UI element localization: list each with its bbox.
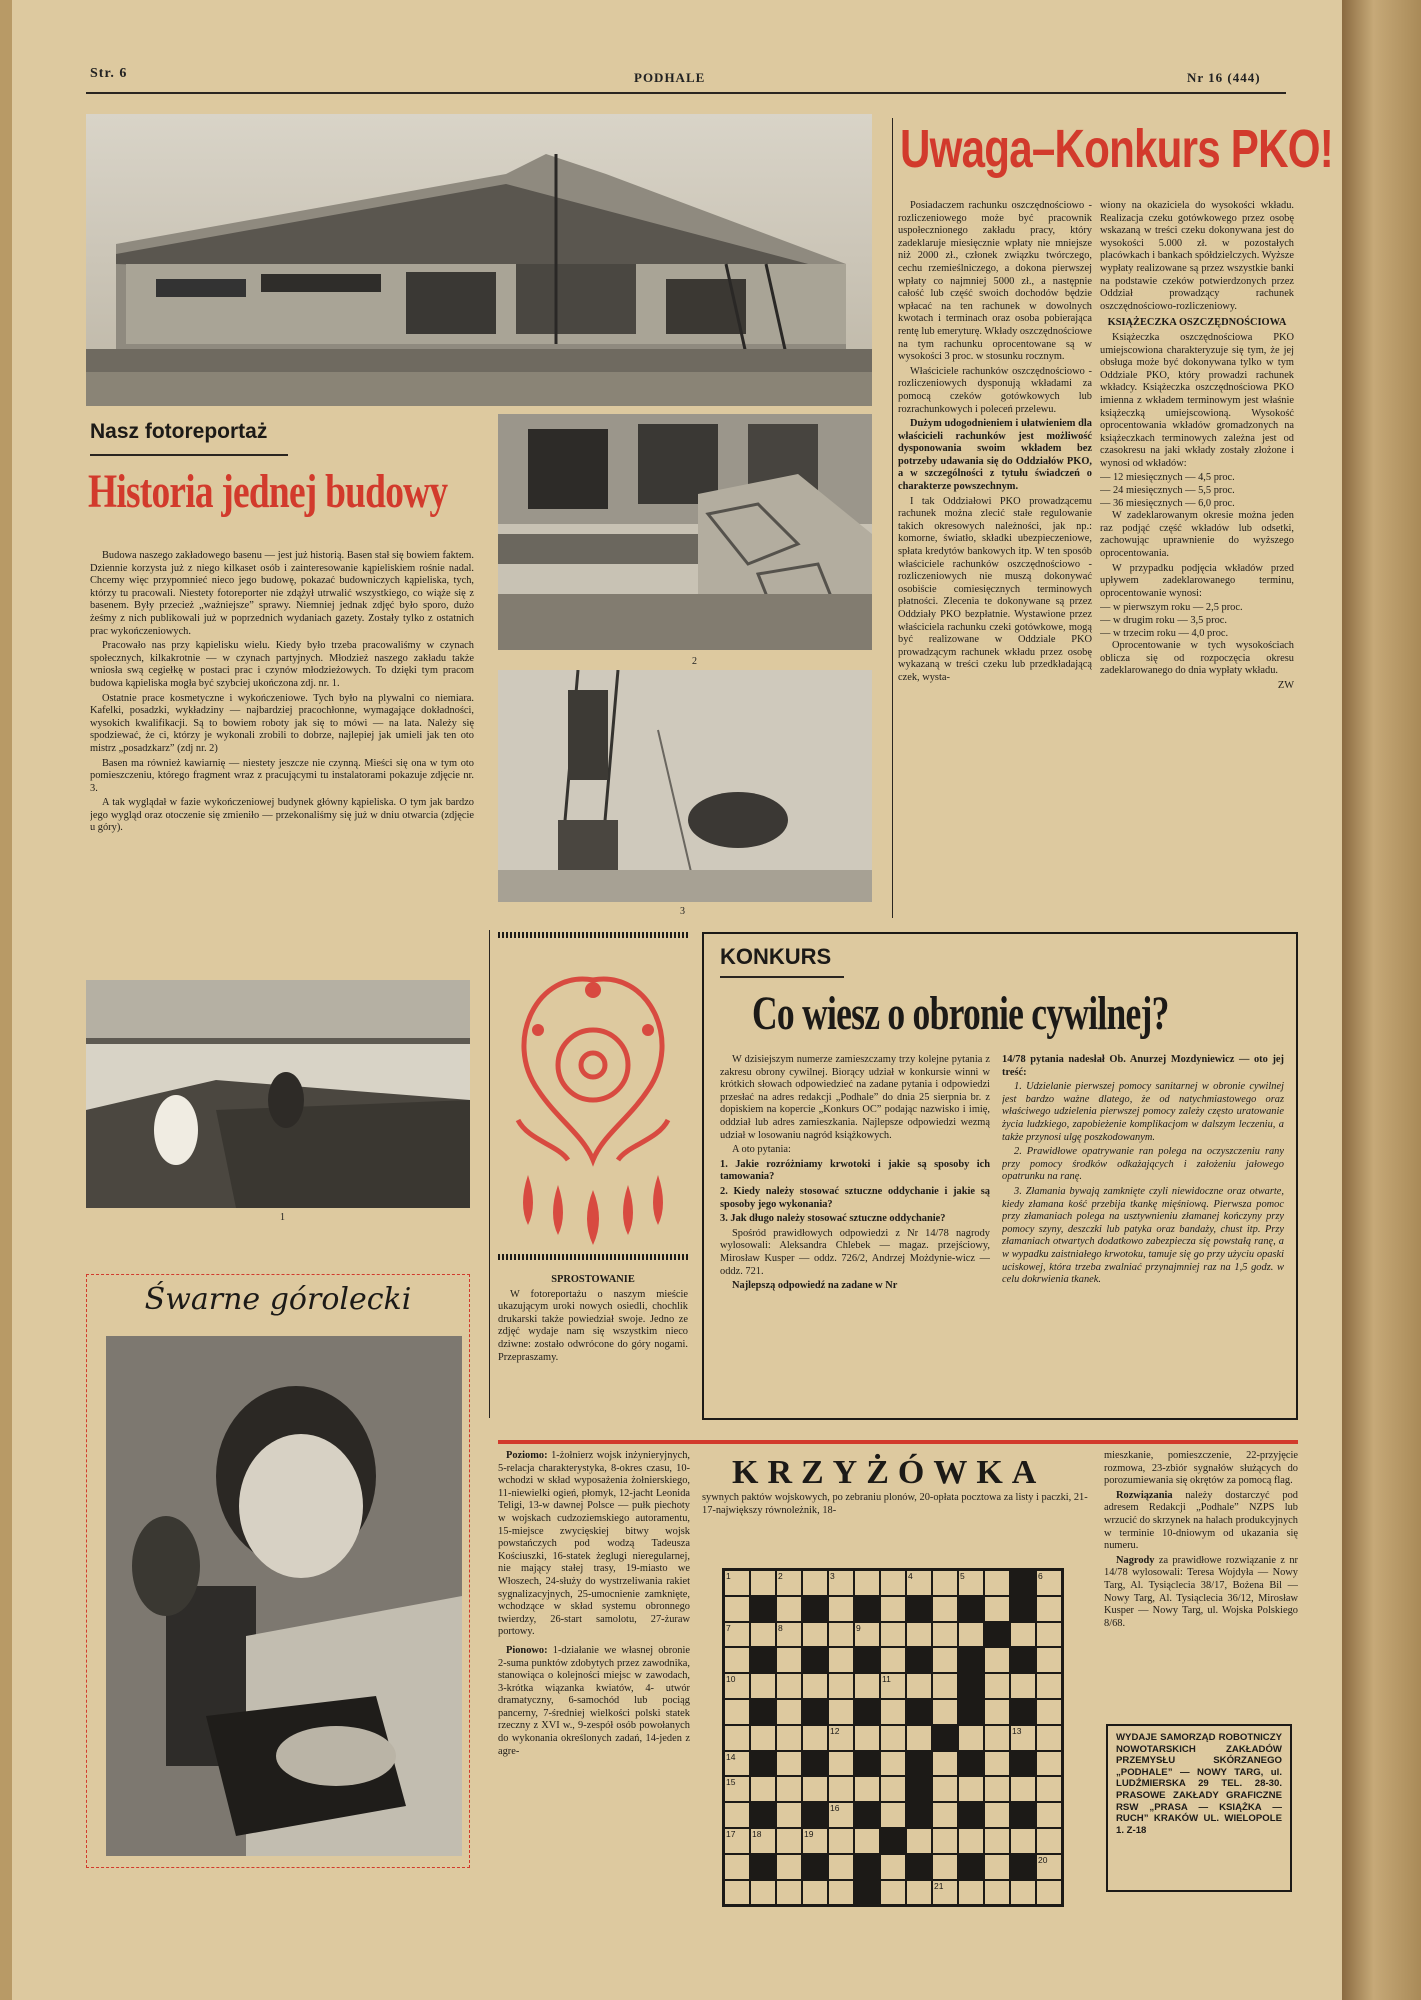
crossword-block [750, 1802, 776, 1828]
crossword-block [802, 1647, 828, 1673]
pko-title: Uwaga–Konkurs PKO! [900, 119, 1333, 179]
photo-2 [498, 414, 872, 650]
header-rule [86, 92, 1286, 94]
crossword-cell[interactable] [724, 1776, 750, 1802]
pko-paragraph: Oprocentowanie w tych wysokościach oblicza się od rozpoczęcia okresu zadeklarowanego do dnia wypłaty wkładu. [1100, 640, 1294, 677]
pko-paragraph: W przypadku podjęcia wkładów przed upływem zadeklarowanego terminu, oprocentowanie wynosi: [1100, 562, 1294, 599]
crossword-block [854, 1802, 880, 1828]
crossword-cell[interactable] [802, 1828, 828, 1854]
crossword-cell[interactable] [828, 1880, 854, 1906]
crossword-cell[interactable] [1010, 1776, 1036, 1802]
red-rule [498, 1440, 1298, 1444]
crossword-cell[interactable] [802, 1880, 828, 1906]
crossword-cell[interactable] [880, 1596, 906, 1622]
article-paragraph: Pracowało nas przy kąpielisku wielu. Kiedy było trzeba pracowaliśmy w czynach społecznych, kilkakrotnie — w czynach partyjnych. Młodzież naszego zakładu także wniosła swą cegiełkę w postaci prac i czynów młodzieżowych. To dzięki tym pracom budowa kąpieliska mogła być szybciej ukończona zdj. nr. 1. [90, 640, 474, 689]
photo-1 [86, 980, 470, 1208]
pko-column-1 [898, 200, 1092, 925]
contest-question: 3. Jak długo należy stosować sztuczne oddychanie? [720, 1213, 946, 1225]
crossword-block [1010, 1751, 1036, 1777]
crossword-block [958, 1596, 984, 1622]
crossword-block [932, 1725, 958, 1751]
crossword-cell[interactable] [984, 1776, 1010, 1802]
crossword-number: 9 [856, 1622, 861, 1633]
crossword-cell[interactable] [932, 1596, 958, 1622]
crossword-cell[interactable] [880, 1647, 906, 1673]
crossword-cell[interactable] [906, 1622, 932, 1648]
crossword-block [854, 1880, 880, 1906]
crossword-cell[interactable] [984, 1828, 1010, 1854]
clues-down: 1-działanie we własnej obronie 2-suma punktów zdobytych przez zawodnika, stanowiąca o kolejności miejsc w zawodach, 3-krótka wiązanka kwiatów, 4- utwór dramatyczny, 6-samochód lub pociąg pancerny, 7-średniej wielkości polski statek rzeczny z XVI w., 9-zespół osób powołanych do wykonania określonych zadań, 14-jeden z agre- [498, 1644, 690, 1757]
crossword-cell[interactable] [750, 1776, 776, 1802]
crossword-cell[interactable] [958, 1880, 984, 1906]
page-number: Str. 6 [90, 66, 128, 81]
crossword-number: 12 [830, 1725, 840, 1736]
column-rule [489, 930, 490, 1418]
crossword-cell[interactable] [1036, 1570, 1062, 1596]
portrait-title: Śwarne górolecki [144, 1282, 412, 1317]
crossword-cell[interactable] [828, 1647, 854, 1673]
contest-answer: 3. Złamania bywają zamknięte czyli niewidoczne oraz otwarte, kiedy złamana kość przebija tkankę mięśniową. Pierwsza pomoc przy złamaniach polega na usztywnieniu złamanej kończyny przy pomocy szyny, deszczki lub patyka oraz bandaży, chust itp. Przy złamaniach otwartych dodatkowo zabezpiecza się powstałą ranę, a w wypadku zaistniałego krwotoku, tamuje się go przy użyciu opaski uciskowej, która trzeba zwalniać przynajmniej raz na 1,5 godz. w celu dokrwienia tkanek. [1002, 1185, 1284, 1286]
crossword-cell[interactable] [724, 1802, 750, 1828]
crossword-cell[interactable] [828, 1673, 854, 1699]
crossword-number: 19 [804, 1828, 814, 1839]
crossword-cell[interactable] [776, 1725, 802, 1751]
crossword-cell[interactable] [932, 1880, 958, 1906]
issue-number: Nr 16 (444) [1187, 70, 1261, 85]
crossword-cell[interactable] [906, 1880, 932, 1906]
imprint-box [1106, 1724, 1292, 1892]
crossword-cell[interactable] [906, 1725, 932, 1751]
crossword-clues-left [498, 1450, 690, 1992]
contest-intro: W dzisiejszym numerze zamieszczamy trzy kolejne pytania z zakresu obrony cywilnej. Biorący udział w konkursie winni w krótkich słowach odpowiedzieć na zadane pytania i odpowiedzi przesłać na adres redakcji „Podhale” do dnia 25 sierpnia br. z dopiskiem na kopercie „Konkurs OC” podając nazwisko i imię, oddział lub adres zamieszkania. Najlepsze odpowiedzi wezmą udział w losowaniu nagród książkowych. [720, 1054, 990, 1141]
article-paragraph: Basen ma również kawiarnię — niestety jeszcze nie czynną. Mieści się ona w tym oto pomieszczeniu, którego fragment wraz z pracującymi tu instalatorami pokazuje zdjęcie nr. 3. [90, 757, 474, 794]
crossword-cell[interactable] [776, 1828, 802, 1854]
crossword-cell[interactable] [724, 1673, 750, 1699]
crossword-block [750, 1596, 776, 1622]
crossword-block [750, 1699, 776, 1725]
crossword-cell[interactable] [880, 1725, 906, 1751]
crossword-cell[interactable] [828, 1776, 854, 1802]
crossword-number: 7 [726, 1622, 731, 1633]
crossword-cell[interactable] [828, 1854, 854, 1880]
crossword-cell[interactable] [958, 1725, 984, 1751]
crossword-clues-middle [702, 1492, 1092, 1520]
prizes-text: za prawidłowe rozwiązanie z nr 14/78 wylosowali: Teresa Wojdyła — Nowy Targ, Al. Tysiąclecia 38/17, Bożena Bil — Nowy Targ, Al. Tysiąclecia 36/12, Mirosław Kusper — Nowy Targ, ul. Wojska Polskiego 8/68. [1104, 1554, 1298, 1629]
crossword-cell[interactable] [724, 1725, 750, 1751]
newspaper-page [12, 0, 1342, 2000]
crossword-cell[interactable] [932, 1622, 958, 1648]
prizes-label: Nagrody [1116, 1554, 1155, 1566]
contest-question: 2. Kiedy należy stosować sztuczne oddychanie i jakie są sposoby jego wykonania? [720, 1185, 990, 1210]
crossword-number: 4 [908, 1571, 913, 1581]
pko-signature: ZW [1277, 679, 1294, 691]
crossword-number: 18 [752, 1828, 762, 1839]
solutions-text: należy dostarczyć pod adresem Redakcji „Podhale” NZPS lub wrzucić do skrzynek na halach produkcyjnych w terminie 10-dniowym od ukazania się numeru. [1104, 1489, 1298, 1552]
crossword-cell[interactable] [1010, 1673, 1036, 1699]
crossword-cell[interactable] [776, 1776, 802, 1802]
crossword-block [906, 1854, 932, 1880]
crossword-block [802, 1854, 828, 1880]
crossword-cell[interactable] [984, 1596, 1010, 1622]
pko-subheading: KSIĄŻECZKA OSZCZĘDNOŚCIOWA [1107, 317, 1287, 329]
contest-label: KONKURS [720, 944, 832, 969]
crossword-cell[interactable] [984, 1751, 1010, 1777]
article-title: Historia jednej budowy [88, 465, 448, 518]
folk-ornament [498, 960, 688, 1250]
photo-building [86, 114, 872, 406]
contest-answer: 2. Prawidłowe opatrywanie ran polega na oczyszczeniu rany przy pomocy środków odkażających i założeniu jałowego opatrunku na ranę. [1002, 1146, 1284, 1183]
crossword-cell[interactable] [906, 1828, 932, 1854]
crossword-cell[interactable] [750, 1570, 776, 1596]
crossword-cell[interactable] [828, 1596, 854, 1622]
crossword-cell[interactable] [880, 1699, 906, 1725]
crossword-cell[interactable] [854, 1622, 880, 1648]
crossword-block [880, 1828, 906, 1854]
pko-paragraph: I tak Oddziałowi PKO prowadzącemu rachunek można zlecić stałe regulowanie takich okresowych należności, jak np.: komorne, światło, składki ubezpieczeniowe, spłata kredytów bankowych itp. W ten sposób właściciele rachunków oszczędnościowo - rozliczeniowych nie muszą dokonywać osobiście comiesięcznych terminowych płatności. Zlecenia te dokonywane są przez Oddziały PKO bezpłatnie. Wystawione przez właściciela rachunku czeki gotówkowe, mogą być realizowane w Oddziale PKO prowadzącym rachunek wkładu przez osobę wykazaną w treści czeku lub przedkładającą czek, wysta- [898, 495, 1092, 683]
contest-column-2 [1002, 1054, 1284, 1414]
contest-lead: A oto pytania: [732, 1144, 791, 1156]
crossword-number: 2 [778, 1571, 783, 1581]
ornament-rule [498, 1254, 688, 1260]
clues-across: 1-żołnierz wojsk inżynieryjnych, 5-relacja charakterystyka, 8-okres czasu, 10-wchodzi w skład wyposażenia żołnierskiego, 11-niewielki ogień, płomyk, 12-jacht Leonida Teligi, 13-w dawnej Polsce — pułk piechoty w wojskach cudzoziemskiego autoramentu, 15-miejsce zwycięskiej bitwy wojsk powstańczych pod wodzą Tadeusza Kościuszki, 16-statek żeglugi nieregularnej, nie mający stałej trasy, 19-miasto we Włoszech, 24-służy do wystrzeliwania rakiet sygnalizacyjnych, 25-umocnienie zamknięte, wchodzące w skład systemu obronnego twierdzy, 26-start samolotu, 27-żuraw portowy. [498, 1450, 690, 1638]
crossword-block [1010, 1854, 1036, 1880]
crossword-cell[interactable] [1036, 1880, 1062, 1906]
crossword-cell[interactable] [724, 1828, 750, 1854]
crossword-cell[interactable] [776, 1596, 802, 1622]
crossword-cell[interactable] [802, 1622, 828, 1648]
crossword-cell[interactable] [828, 1802, 854, 1828]
crossword-cell[interactable] [854, 1776, 880, 1802]
solutions-label: Rozwiązania [1116, 1489, 1173, 1501]
crossword-cell[interactable] [750, 1828, 776, 1854]
crossword-block [802, 1596, 828, 1622]
crossword-cell[interactable] [958, 1570, 984, 1596]
crossword-cell[interactable] [724, 1880, 750, 1906]
crossword-cell[interactable] [1036, 1725, 1062, 1751]
crossword-cell[interactable] [802, 1776, 828, 1802]
crossword-cell[interactable] [958, 1622, 984, 1648]
crossword-number: 17 [726, 1828, 736, 1839]
crossword-cell[interactable] [724, 1699, 750, 1725]
crossword-cell[interactable] [1010, 1828, 1036, 1854]
crossword-cell[interactable] [776, 1854, 802, 1880]
crossword-block [906, 1699, 932, 1725]
section-label: Nasz fotoreportaż [90, 420, 268, 443]
crossword-cell[interactable] [750, 1622, 776, 1648]
crossword-block [1010, 1570, 1036, 1596]
crossword-block [1010, 1647, 1036, 1673]
crossword-number: 6 [1038, 1571, 1043, 1581]
crossword-cell[interactable] [776, 1880, 802, 1906]
crossword-block [802, 1699, 828, 1725]
crossword-cell[interactable] [776, 1647, 802, 1673]
crossword-cell[interactable] [802, 1673, 828, 1699]
pko-rate: — 36 miesięcznych — 6,0 proc. [1100, 497, 1235, 509]
pko-paragraph: W zadeklarowanym okresie można jeden raz podjąć część wkładów lub odsetki, zachowując uprawnienie do wyższego oprocentowania. [1100, 510, 1294, 560]
crossword-cell[interactable] [880, 1570, 906, 1596]
crossword-block [958, 1751, 984, 1777]
article-paragraph: Ostatnie prace kosmetyczne i wykończeniowe. Tych było na plywalni co niemiara. Kafelki, posadzki, wykładziny — najbardziej pracochłonne, wymagające dokładności, wysokich kwalifikacji. Są to bowiem roboty jak się to mówi — na lata. Należy się spodziewać, że ci, którzy je wykonali zrobili to dobrze, najlepiej jak umieli jak ten oto mistrz „posadzkarz” (zdj nr. 2) [90, 692, 474, 754]
crossword-cell[interactable] [958, 1828, 984, 1854]
crossword-cell[interactable] [750, 1880, 776, 1906]
crossword-cell[interactable] [776, 1699, 802, 1725]
clues-continuation: 17-największy równoleżnik, 18- [702, 1504, 837, 1516]
crossword-cell[interactable] [724, 1647, 750, 1673]
crossword-cell[interactable] [932, 1647, 958, 1673]
crossword-cell[interactable] [1036, 1699, 1062, 1725]
crossword-cell[interactable] [906, 1570, 932, 1596]
clues-across-label: Poziomo: [506, 1450, 548, 1461]
crossword-cell[interactable] [880, 1673, 906, 1699]
crossword-number: 13 [1012, 1725, 1022, 1736]
crossword-cell[interactable] [984, 1673, 1010, 1699]
crossword-cell[interactable] [880, 1751, 906, 1777]
crossword-block [1010, 1596, 1036, 1622]
article-paragraph: Budowa naszego zakładowego basenu — jest już historią. Basen stał się bowiem faktem. Dziennie korzysta już z niego kilkaset osób i zainteresowanie kąpieliskiem rośnie nadal. Chcemy więc przypomnieć nieco jego budowę, pokazać budowniczych kąpieliska, tych, którzy tu pracowali. Niestety fotoreporter nie zdążył utrwalić wszystkiego, co wiąże się z basenem. Były przecież „ważniejsze” sprawy. Niemniej jednak zdjęć było sporo, dużo żeśmy z nich publikowali już w poprzednich wydaniach gazety. Zostały tylko z ostatnich prac wykończeniowych. [90, 550, 474, 637]
crossword-cell[interactable] [724, 1596, 750, 1622]
crossword-block [750, 1751, 776, 1777]
crossword-block [750, 1854, 776, 1880]
column-rule [892, 118, 893, 918]
crossword-cell[interactable] [984, 1802, 1010, 1828]
crossword-number: 8 [778, 1622, 783, 1633]
crossword-cell[interactable] [1036, 1647, 1062, 1673]
crossword-cell[interactable] [906, 1673, 932, 1699]
contest-title: Co wiesz o obronie cywilnej? [752, 987, 1169, 1040]
crossword-block [802, 1751, 828, 1777]
crossword-cell[interactable] [984, 1647, 1010, 1673]
crossword-cell[interactable] [1036, 1596, 1062, 1622]
pko-paragraph: Książeczka oszczędnościowa PKO umiejscowiona charakteryzuje się tym, że jej obsługa może być dokonywana tylko w tym Oddziale PKO, który prowadzi rachunek wkładcy. Książeczka oszczędnościowa PKO imienna z wkładem terminowym jest właśnie książeczką umiejscowioną. Wysokość oprocentowania wkładów gromadzonych na książeczkach terminowych zależna jest od czasokresu na jaki wkłady zostały złożone i wynosi od wkładów: [1100, 331, 1294, 469]
crossword-cell[interactable] [1010, 1725, 1036, 1751]
crossword-block [854, 1699, 880, 1725]
photo-caption: 1 [280, 1212, 285, 1223]
crossword-clues-right [1104, 1450, 1298, 1712]
crossword-block [958, 1854, 984, 1880]
pko-rate: — w trzecim roku — 4,0 proc. [1100, 627, 1229, 639]
crossword-cell[interactable] [932, 1570, 958, 1596]
crossword-cell[interactable] [984, 1725, 1010, 1751]
crossword-cell[interactable] [880, 1802, 906, 1828]
contest-answer-head: 14/78 pytania nadesłał Ob. Anurzej Mozdyniewicz — oto jej treść: [1002, 1054, 1284, 1078]
pko-rate: — 24 miesięcznych — 5,5 proc. [1100, 485, 1235, 497]
crossword-cell[interactable] [776, 1622, 802, 1648]
crossword-number: 11 [882, 1674, 891, 1685]
pko-rate: — 12 miesięcznych — 4,5 proc. [1100, 472, 1235, 484]
contest-results: Spośród prawidłowych odpowiedzi z Nr 14/78 nagrody wylosowali: Aleksandra Chlebek — magaz. przejściowy, Mirosław Kusper — oddz. 726/2, Andrzej Możdynie-wicz — oddz. 721. [720, 1227, 990, 1277]
crossword-block [984, 1622, 1010, 1648]
crossword-number: 16 [830, 1803, 840, 1814]
crossword-cell[interactable] [802, 1570, 828, 1596]
crossword-number: 10 [726, 1674, 736, 1685]
crossword-cell[interactable] [802, 1725, 828, 1751]
crossword-cell[interactable] [1036, 1776, 1062, 1802]
crossword-cell[interactable] [828, 1570, 854, 1596]
photo-caption: 2 [692, 656, 697, 667]
crossword-cell[interactable] [984, 1880, 1010, 1906]
crossword-cell[interactable] [1036, 1622, 1062, 1648]
crossword-cell[interactable] [958, 1776, 984, 1802]
crossword-cell[interactable] [932, 1828, 958, 1854]
crossword-cell[interactable] [1036, 1751, 1062, 1777]
crossword-block [958, 1673, 984, 1699]
contest-best-lead: Najlepszą odpowiedź na zadane w Nr [732, 1280, 898, 1292]
photo-3 [498, 670, 872, 902]
crossword-cell[interactable] [724, 1622, 750, 1648]
crossword-cell[interactable] [750, 1673, 776, 1699]
crossword-block [906, 1647, 932, 1673]
crossword-cell[interactable] [854, 1725, 880, 1751]
contest-column-1 [720, 1054, 990, 1414]
crossword-cell[interactable] [932, 1854, 958, 1880]
crossword-block [854, 1647, 880, 1673]
crossword-block [802, 1802, 828, 1828]
crossword-cell[interactable] [932, 1673, 958, 1699]
crossword-grid[interactable] [722, 1568, 1064, 1907]
crossword-cell[interactable] [1036, 1828, 1062, 1854]
article-body [90, 550, 474, 970]
pko-paragraph: Właściciele rachunków oszczędnościowo - rozliczeniowych dysponują wkładami za pomocą czeków gotówkowych lub rozrachunkowych i poleceń przelewu. [898, 365, 1092, 415]
crossword-cell[interactable] [828, 1699, 854, 1725]
crossword-number: 15 [726, 1777, 736, 1788]
binding-edge [1342, 0, 1421, 2000]
crossword-cell[interactable] [776, 1751, 802, 1777]
pko-column-2 [1100, 200, 1294, 925]
crossword-cell[interactable] [750, 1725, 776, 1751]
crossword-cell[interactable] [854, 1570, 880, 1596]
crossword-number: 1 [726, 1571, 731, 1581]
crossword-number: 20 [1038, 1854, 1048, 1865]
crossword-cell[interactable] [1036, 1854, 1062, 1880]
crossword-block [854, 1596, 880, 1622]
portrait-photo [106, 1336, 462, 1856]
pko-rate: — w drugim roku — 3,5 proc. [1100, 615, 1227, 626]
crossword-cell[interactable] [880, 1776, 906, 1802]
article-paragraph: A tak wyglądał w fazie wykończeniowej budynek główny kąpieliska. O tym jak bardzo jego wygląd oraz otoczenie się zmieniło — przekonaliśmy się już w dniu otwarcia (zdjęcie u góry). [90, 797, 474, 834]
photo-caption: 3 [680, 906, 685, 917]
crossword-block [906, 1802, 932, 1828]
crossword-cell[interactable] [880, 1880, 906, 1906]
crossword-cell[interactable] [828, 1622, 854, 1648]
crossword-cell[interactable] [984, 1854, 1010, 1880]
correction-box [498, 1270, 688, 1366]
pko-rate: — w pierwszym roku — 2,5 proc. [1100, 602, 1243, 614]
crossword-block [906, 1596, 932, 1622]
ornament-rule [498, 932, 688, 938]
crossword-cell[interactable] [724, 1570, 750, 1596]
crossword-block [958, 1647, 984, 1673]
clues-continuation: mieszkanie, pomieszczenie, 22-przyjęcie rozmowa, 23-zbiór sygnałów służących do porozumiewania się okrętów za pomocą flag. [1104, 1450, 1298, 1487]
crossword-cell[interactable] [1010, 1880, 1036, 1906]
imprint-text: WYDAJE SAMORZĄD ROBOTNICZY NOWOTARSKICH ZAKŁADÓW PRZEMYSŁU SKÓRZANEGO „PODHALE” — NOWY TARG, ul. LUDŹMIERSKA 29 TEL. 28-30. PRASOWE ZAKŁADY GRAFICZNE RSW „PRASA — KSIĄŻKA — RUCH” KRAKÓW UL. WIELOPOLE 1. Z-18 [1116, 1732, 1282, 1836]
crossword-block [906, 1776, 932, 1802]
crossword-block [1010, 1699, 1036, 1725]
crossword-cell[interactable] [932, 1751, 958, 1777]
crossword-block [906, 1751, 932, 1777]
crossword-block [958, 1699, 984, 1725]
crossword-block [854, 1751, 880, 1777]
crossword-cell[interactable] [854, 1673, 880, 1699]
crossword-cell[interactable] [724, 1751, 750, 1777]
crossword-cell[interactable] [854, 1828, 880, 1854]
contest-answer: 1. Udzielanie pierwszej pomocy sanitarnej w obronie cywilnej jest bardzo ważne dlatego, że od natychmiastowego oraz właściwego udzielenia pierwszej pomocy zależy często uratowanie życia ludzkiego, zapobieżenie komplikacjom w dalszym leczeniu, a także przynosi ulgę poszkodowanym. [1002, 1081, 1284, 1143]
crossword-number: 14 [726, 1751, 736, 1762]
pko-paragraph: wiony na okaziciela do wysokości wkładu. Realizacja czeku gotówkowego przez osobę wskazaną w treści czeku dokonywana jest do wysokości 5.000 zł. w pozostałych placówkach i bankach spółdzielczych. Wyższe wypłaty realizowane są przez wszystkie banki na podstawie czeków potwierdzonych przez Oddział prowadzący rachunek oszczędnościowo-rozliczeniowy. [1100, 200, 1294, 312]
crossword-cell[interactable] [1010, 1622, 1036, 1648]
crossword-cell[interactable] [1036, 1802, 1062, 1828]
crossword-cell[interactable] [932, 1699, 958, 1725]
section-label-rule [90, 454, 288, 456]
pko-paragraph: Posiadaczem rachunku oszczędnościowo - rozliczeniowego może być pracownik uspołecznionego zakładu pracy, który zadeklaruje miesięcznie wpłaty nie mniejsze niż 2000 zł., członek związku twórczego, cechu rzemieślniczego, a dokona pierwszej wpłaty co najmniej 5000 zł., a następnie całość lub część swoich dochodów będzie wpłacać na ten rachunek w dowolnych kwotach i terminach oraz osoba pobierająca rentę lub emeryturę. Wkłady oszczędnościowe na tym rachunku oprocentowane są w wysokości 3 proc. w stosunku rocznym. [898, 200, 1092, 363]
crossword-title: KRZYŻÓWKA [732, 1454, 1046, 1491]
crossword-number: 21 [934, 1880, 944, 1891]
crossword-cell[interactable] [984, 1570, 1010, 1596]
pko-paragraph: Dużym udogodnieniem i ułatwieniem dla właścicieli rachunków jest możliwość dysponowania swoim wkładem bez potrzeby udawania się do Oddziałów PKO, a w szczególności z tytułu świadczeń o charakterze powszechnym. [898, 418, 1092, 493]
crossword-cell[interactable] [776, 1673, 802, 1699]
clues-continuation: sywnych paktów wojskowych, po zebraniu plonów, 20-opłata pocztowa za listy i paczki, 21- [702, 1492, 1088, 1503]
crossword-number: 3 [830, 1571, 835, 1581]
clues-down-label: Pionowo: [506, 1644, 548, 1656]
crossword-cell[interactable] [880, 1622, 906, 1648]
crossword-cell[interactable] [932, 1802, 958, 1828]
masthead: PODHALE [634, 70, 706, 85]
contest-question: 1. Jakie rozróżniamy krwotoki i jakie są sposoby ich tamowania? [720, 1158, 990, 1183]
crossword-number: 5 [960, 1571, 965, 1581]
crossword-cell[interactable] [828, 1725, 854, 1751]
crossword-cell[interactable] [828, 1828, 854, 1854]
crossword-cell[interactable] [776, 1802, 802, 1828]
crossword-cell[interactable] [932, 1776, 958, 1802]
crossword-cell[interactable] [828, 1751, 854, 1777]
crossword-cell[interactable] [724, 1854, 750, 1880]
crossword-block [750, 1647, 776, 1673]
correction-text: W fotoreportażu o naszym mieście ukazującym uroki nowych osiedli, chochlik drukarski także powiedział swoje. Jedno ze zdjęć wydaje nam się wszystkim nieco dziwne: zostało odwrócone do góry nogami. Przepraszamy. [498, 1288, 688, 1363]
correction-title: SPROSTOWANIE [551, 1274, 635, 1285]
crossword-cell[interactable] [1036, 1673, 1062, 1699]
contest-label-rule [720, 976, 844, 978]
crossword-cell[interactable] [776, 1570, 802, 1596]
crossword-cell[interactable] [984, 1699, 1010, 1725]
crossword-block [854, 1854, 880, 1880]
crossword-cell[interactable] [880, 1854, 906, 1880]
crossword-block [958, 1802, 984, 1828]
crossword-block [1010, 1802, 1036, 1828]
